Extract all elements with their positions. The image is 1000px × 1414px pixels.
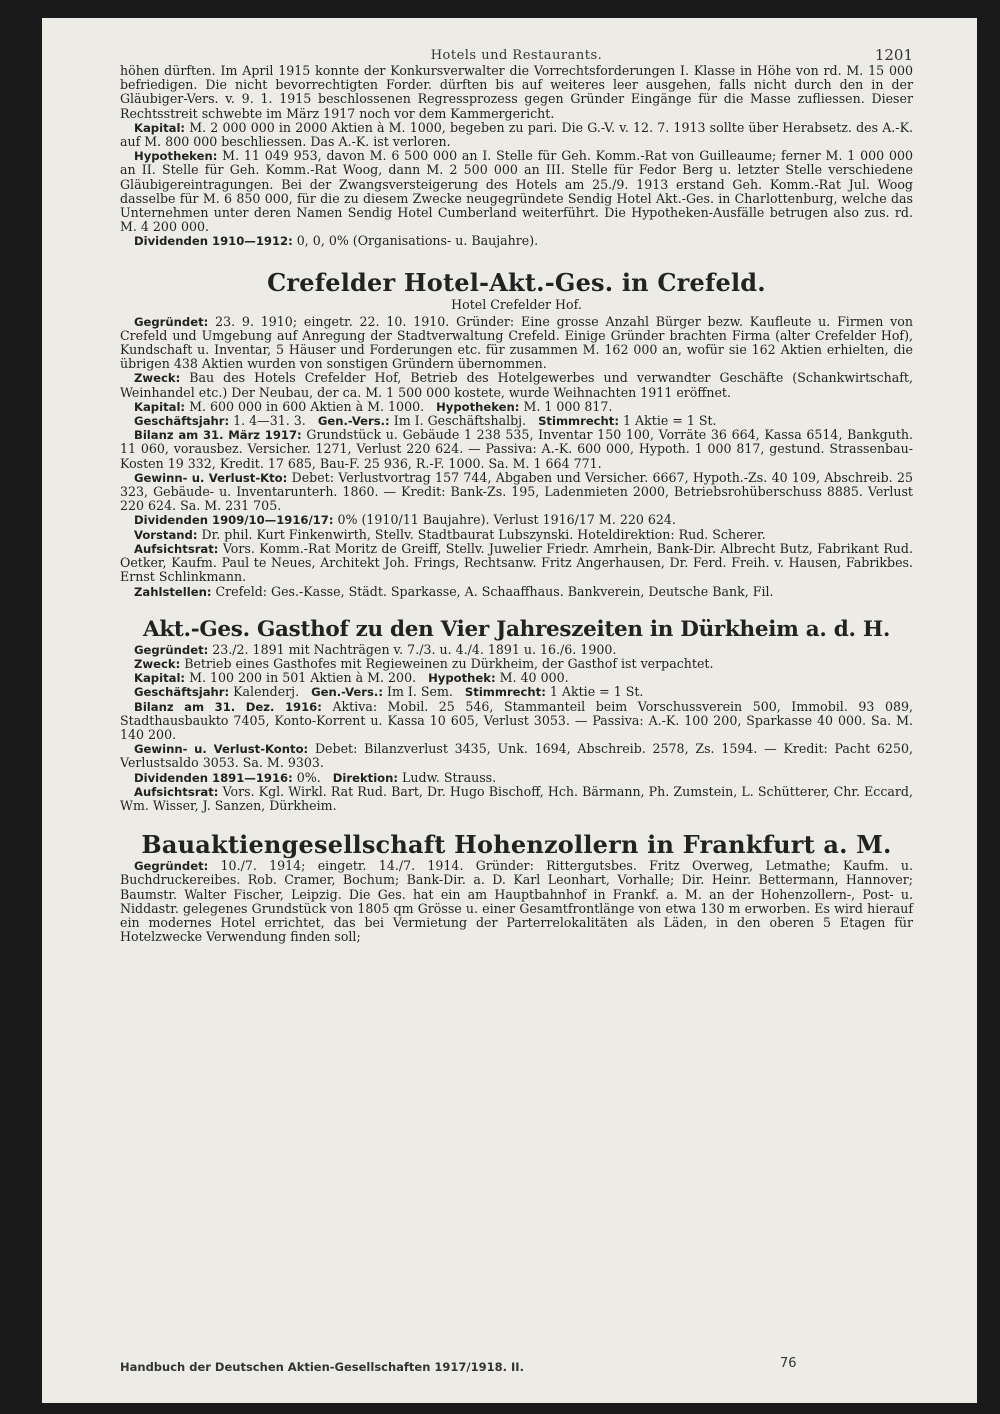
crefeld-dividenden: Dividenden 1909/10—1916/17: 0% (1910/11 Baujahre). Verlust 1916/17 M. 220 624.	[134, 512, 676, 528]
intro-kapital: Kapital: M. 2 000 000 in 2000 Aktien à M. 1000, begeben zu pari. Die G.-V. v. 12. 7. 1913 sollte über Herabsetz. des A.-K. auf M. 800 000 beschliessen. Das A.-K. ist verloren.	[120, 119, 913, 150]
text-column	[120, 64, 913, 944]
crefeld-bilanz: Bilanz am 31. März 1917: Grundstück u. Gebäude 1 238 535, Inventar 150 100, Vorräte 36 664, Kassa 6514, Bankguth. 11 060, vorausbez. Versicher. 1271, Verlust 220 624. — Passiva: A.-K. 600 000, Hypoth. 1 000 817, gestund. Strassenbau-Kosten 19 332, Kredit. 17 685, Bau-F. 25 936, R.-F. 1000. Sa. M. 1 664 771.	[120, 427, 913, 471]
page-footer	[120, 1356, 913, 1374]
signature-mark: 76	[780, 1356, 797, 1371]
duerkheim-bilanz: Bilanz am 31. Dez. 1916: Aktiva: Mobil. 25 546, Stammanteil beim Vorschussverein 500, Immobil. 93 089, Stadthausbaukto 7405, Konto-Korrent u. Kassa 10 605, Verlust 3053. — Passiva: A.-K. 100 200, Sparkasse 40 000. Sa. M. 140 200.	[120, 698, 913, 742]
page-number: 1201	[874, 46, 913, 64]
crefeld-zweck: Zweck: Bau des Hotels Crefelder Hof, Betrieb des Hotelgewerbes und verwandter Geschäfte (Schankwirtschaft, Weinhandel etc.) Der Neubau, der ca. M. 1 500 000 kostete, wurde Weihnachten 1911 eröffnet.	[120, 370, 913, 400]
crefeld-kapital: Kapital: M. 600 000 in 600 Aktien à M. 1000. Hypotheken: M. 1 000 817.	[134, 398, 613, 414]
duerkheim-geschaeftsjahr: Geschäftsjahr: Kalenderj. Gen.-Vers.: Im I. Sem. Stimmrecht: 1 Aktie = 1 St.	[134, 684, 644, 700]
running-title: Hotels und Restaurants.	[430, 48, 603, 63]
section-title-crefeld: Crefelder Hotel-Akt.-Ges. in Crefeld.	[267, 267, 766, 297]
duerkheim-dividenden: Dividenden 1891—1916: 0%. Direktion: Ludw. Strauss.	[134, 769, 497, 785]
footer-title: Handbuch der Deutschen Aktien-Gesellschaften 1917/1918. II.	[120, 1360, 524, 1374]
crefeld-vorstand: Vorstand: Dr. phil. Kurt Finkenwirth, Stellv. Stadtbaurat Lubszynski. Hoteldirektion: Rud. Scherer.	[134, 526, 766, 542]
crefeld-aufsichtsrat: Aufsichtsrat: Vors. Komm.-Rat Moritz de Greiff, Stellv. Juwelier Friedr. Amrhein, Bank-Dir. Albrecht Butz, Fabrikant Rud. Oetker, Kaufm. Paul te Neues, Architekt Joh. Frings, Rechtsanw. Fritz Angerhausen, Dr. Ferd. Freih. v. Hausen, Fabrikbes. Ernst Schlinkmann.	[120, 540, 913, 585]
frankfurt-gegruendet: Gegründet: 10./7. 1914; eingetr. 14./7. 1914. Gründer: Rittergutsbes. Fritz Overweg, Letmathe; Kaufm. u. Buchdruckereibes. Rob. Cramer, Bochum; Bank-Dir. a. D. Karl Leonhart, Vorhalle; Dir. Heinr. Bettermann, Hannover; Baumstr. Walter Fischer, Leipzig. Die Ges. hat ein am Hauptbahnhof in Frankf. a. M. an der Hohenzollern-, Post- u. Niddastr. gelegenes Grundstück von 1805 qm Grösse u. einer Gesamtfrontlänge von etwa 130 m erworben. Es wird hierauf ein modernes Hotel errichtet, das bei Vermietung der Parterrelokalitäten als Läden, in den oberen 5 Etagen für Hotelzwecke Verwendung finden soll;	[120, 858, 913, 945]
duerkheim-gegruendet: Gegründet: 23./2. 1891 mit Nachträgen v. 7./3. u. 4./4. 1891 u. 16./6. 1900.	[134, 641, 617, 657]
duerkheim-kapital: Kapital: M. 100 200 in 501 Aktien à M. 200. Hypothek: M. 40 000.	[134, 670, 569, 686]
duerkheim-guv: Gewinn- u. Verlust-Konto: Debet: Bilanzverlust 3435, Unk. 1694, Abschreib. 2578, Zs. 1594. — Kredit: Pacht 6250, Verlustsaldo 3053. Sa. M. 9303.	[120, 741, 913, 771]
intro-hypotheken: Hypotheken: M. 11 049 953, davon M. 6 500 000 an I. Stelle für Geh. Komm.-Rat von Guilleaume; ferner M. 1 000 000 an II. Stelle für Geh. Komm.-Rat Woog, dann M. 2 500 000 an III. Stelle für Fedor Berg u. letzter Stelle verschiedene Gläubigereintragungen. Bei der Zwangsversteigerung des Hotels am 25./9. 1913 erstand Geh. Komm.-Rat Jul. Woog dasselbe für M. 6 850 000, für die zu diesem Zwecke neugegründete Sendig Hotel Akt.-Ges. in Charlottenburg, welche das Unternehmen unter deren Namen Sendig Hotel Cumberland weiterführt. Die Hypotheken-Ausfälle betrugen also zus. rd. M. 4 200 000.	[120, 148, 913, 235]
section-subtitle-crefeld: Hotel Crefelder Hof.	[451, 296, 582, 312]
section-title-duerkheim: Akt.-Ges. Gasthof zu den Vier Jahreszeiten in Dürkheim a. d. H.	[142, 616, 891, 642]
book-page	[42, 18, 977, 1403]
page-header	[120, 18, 913, 64]
crefeld-zahlstellen: Zahlstellen: Crefeld: Ges.-Kasse, Städt. Sparkasse, A. Schaaffhaus. Bankverein, Deutsche Bank, Fil.	[134, 583, 774, 599]
intro-paragraph: höhen dürften. Im April 1915 konnte der Konkursverwalter die Vorrechtsforderungen I. Klasse in Höhe von rd. M. 15 000 befriedigen. Die nicht bevorrechtigten Forder. dürften bis auf weiteres leer ausgehen, falls nicht durch den in der Gläubiger-Vers. v. 9. 1. 1915 beschlossenen Regressprozess gegen Gründer Eingänge für die Masse zufliessen. Dieser Rechtsstreit schwebte im März 1917 noch vor dem Kammergericht.	[120, 63, 913, 121]
crefeld-gegruendet: Gegründet: 23. 9. 1910; eingetr. 22. 10. 1910. Gründer: Eine grosse Anzahl Bürger bezw. Kaufleute u. Firmen von Crefeld und Umgebung auf Anregung der Stadtverwaltung Crefeld. Einige Gründer brachten Firma (alter Crefelder Hof), Kundschaft u. Inventar, 5 Häuser und Forderungen etc. für zusammen M. 162 000 an, wofür sie 162 Aktien erhielten, die übrigen 438 Aktien wurden von sonstigen Gründern übernommen.	[120, 313, 913, 372]
duerkheim-aufsichtsrat: Aufsichtsrat: Vors. Kgl. Wirkl. Rat Rud. Bart, Dr. Hugo Bischoff, Hch. Bärmann, Ph. Zumstein, L. Schütterer, Chr. Eccard, Wm. Wisser, J. Sanzen, Dürkheim.	[120, 783, 913, 813]
crefeld-geschaeftsjahr: Geschäftsjahr: 1. 4—31. 3. Gen.-Vers.: Im I. Geschäftshalbj. Stimmrecht: 1 Aktie = 1 St.	[134, 413, 717, 429]
crefeld-guv: Gewinn- u. Verlust-Kto: Debet: Verlustvortrag 157 744, Abgaben und Versicher. 6667, Hypoth.-Zs. 40 109, Abschreib. 25 323, Gebäude- u. Inventarunterh. 1860. — Kredit: Bank-Zs. 195, Ladenmieten 2000, Betriebsrohüberschuss 8885. Verlust 220 624. Sa. M. 231 705.	[120, 469, 913, 514]
duerkheim-zweck: Zweck: Betrieb eines Gasthofes mit Regieweinen zu Dürkheim, der Gasthof ist verpachtet.	[134, 655, 714, 671]
intro-dividenden: Dividenden 1910—1912: 0, 0, 0% (Organisations- u. Baujahre).	[134, 233, 539, 249]
section-title-frankfurt: Bauaktiengesellschaft Hohenzollern in Frankfurt a. M.	[141, 830, 892, 860]
